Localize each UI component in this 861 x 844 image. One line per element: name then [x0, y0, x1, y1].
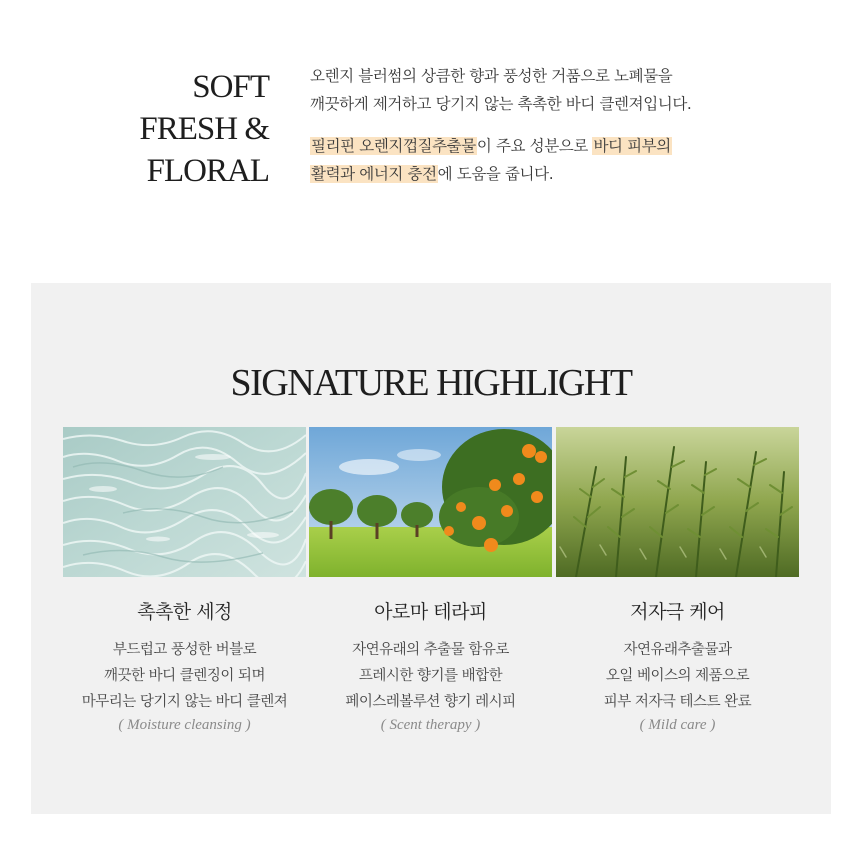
intro-paragraph-1-line-1: 오렌지 블러썸의 상큼한 향과 풍성한 거품으로 노폐물을: [310, 67, 673, 85]
card-english-label: ( Moisture cleansing ): [118, 717, 251, 733]
rosemary-plant-image: [556, 427, 799, 577]
highlight-vitality: 활력과 에너지 충전: [311, 165, 437, 183]
intro-description: [310, 62, 780, 188]
card-desc-line: 자연유래의 추출물 함유로: [352, 642, 509, 658]
card-english-label: ( Mild care ): [639, 717, 716, 733]
water-ripple-image: [63, 427, 306, 577]
card-title: 아로마 테라피: [374, 601, 487, 623]
card-desc-line: 부드럽고 풍성한 버블로: [112, 642, 257, 658]
card-english-label: ( Scent therapy ): [380, 717, 481, 733]
highlight-body-skin: 바디 피부의: [593, 137, 671, 155]
card-desc-line: 오일 베이스의 제품으로: [605, 668, 750, 684]
heading-line-1: SOFT: [192, 69, 269, 105]
card-title: 저자극 케어: [630, 601, 725, 623]
card-description: [556, 637, 799, 715]
highlight-ingredient: 필리핀 오렌지껍질추출물: [311, 137, 476, 155]
intro-heading: [139, 66, 269, 192]
heading-line-2: FRESH &: [139, 111, 269, 147]
card-scent-therapy: [309, 427, 552, 734]
card-desc-line: 자연유래추출물과: [623, 642, 732, 658]
card-desc-line: 마무리는 당기지 않는 바디 클렌져: [81, 694, 288, 710]
card-title: 촉촉한 세정: [137, 601, 232, 623]
intro-paragraph-2: [310, 132, 780, 188]
card-desc-line: 프레시한 향기를 배합한: [358, 668, 503, 684]
card-description: [309, 637, 552, 715]
card-desc-line: 피부 저자극 테스트 완료: [603, 694, 752, 710]
card-description: [63, 637, 306, 715]
card-desc-line: 페이스레볼루션 향기 레시피: [345, 694, 516, 710]
paragraph-2-text-1: 이 주요 성분으로: [476, 137, 593, 155]
paragraph-2-text-2: 에 도움을 줍니다.: [437, 165, 554, 183]
signature-highlight-panel: [31, 283, 831, 814]
card-moisture-cleansing: [63, 427, 306, 734]
intro-paragraph-1-line-2: 깨끗하게 제거하고 당기지 않는 촉촉한 바디 클렌져입니다.: [310, 95, 692, 113]
card-desc-line: 깨끗한 바디 클렌징이 되며: [104, 668, 265, 684]
heading-line-3: FLORAL: [146, 153, 269, 189]
intro-paragraph-1: [310, 62, 780, 118]
orange-orchard-image: [309, 427, 552, 577]
signature-title: SIGNATURE HIGHLIGHT: [230, 362, 632, 404]
card-mild-care: [556, 427, 799, 734]
highlight-cards: [63, 427, 799, 757]
